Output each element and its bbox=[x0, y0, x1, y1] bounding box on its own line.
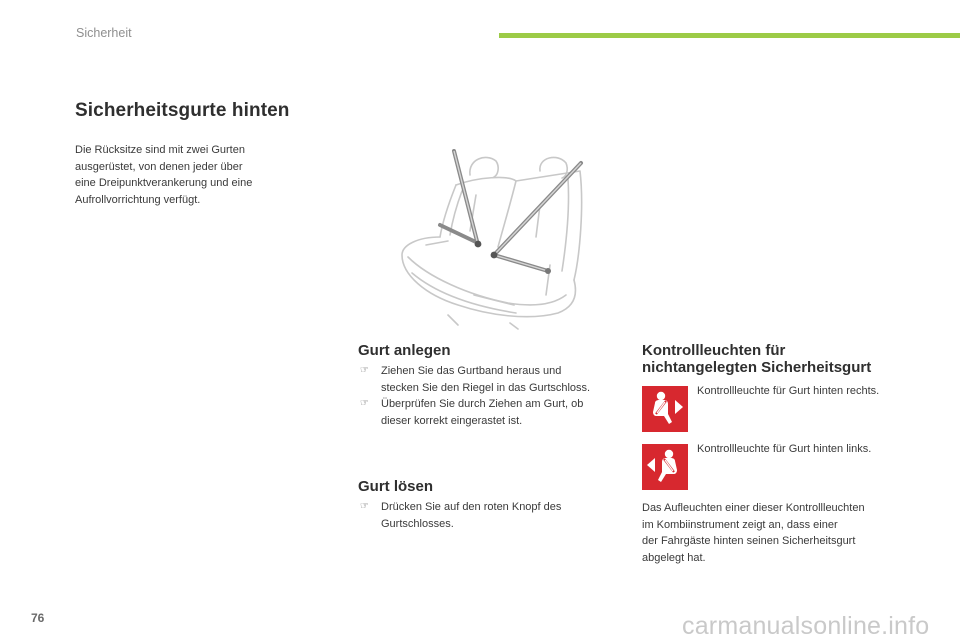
explanation-line: der Fahrgäste hinten seinen Sicherheitsgurt bbox=[642, 535, 856, 547]
lamp-rear-right-label: Kontrollleuchte für Gurt hinten rechts. bbox=[697, 385, 880, 397]
heading-line: Kontrollleuchten für bbox=[642, 342, 786, 359]
header-accent-bar bbox=[499, 33, 960, 38]
intro-line: eine Dreipunktverankerung und eine bbox=[75, 177, 253, 189]
intro-line: Die Rücksitze sind mit zwei Gurten bbox=[75, 144, 245, 156]
list-item-line: stecken Sie den Riegel in das Gurtschloss. bbox=[381, 381, 591, 394]
hand-pointer-icon: ☞ bbox=[360, 398, 369, 409]
intro-text bbox=[75, 142, 295, 208]
gurt-loesen-list bbox=[358, 499, 628, 532]
watermark: carmanualsonline.info bbox=[682, 612, 930, 640]
gurt-anlegen-list bbox=[358, 363, 628, 429]
rear-seat-illustration bbox=[398, 145, 598, 330]
list-item-line: Gurtschlosses. bbox=[381, 517, 454, 530]
list-item-line: Drücken Sie auf den roten Knopf des bbox=[381, 501, 562, 513]
section-label: Sicherheit bbox=[76, 26, 132, 40]
list-item bbox=[358, 363, 628, 396]
lamp-rear-left bbox=[642, 444, 688, 490]
heading-kontrollleuchten bbox=[642, 342, 871, 376]
hand-pointer-icon: ☞ bbox=[360, 501, 369, 512]
explanation-line: abgelegt hat. bbox=[642, 551, 706, 564]
intro-line: Aufrollvorrichtung verfügt. bbox=[75, 193, 201, 206]
explanation-line: Das Aufleuchten einer dieser Kontrollleuchten bbox=[642, 502, 865, 514]
list-item bbox=[358, 396, 628, 429]
intro-line: ausgerüstet, von denen jeder über bbox=[75, 160, 243, 173]
list-item-line: dieser korrekt eingerastet ist. bbox=[381, 414, 523, 427]
seatbelt-warning-left-icon bbox=[642, 444, 688, 490]
hand-pointer-icon: ☞ bbox=[360, 365, 369, 376]
heading-gurt-anlegen: Gurt anlegen bbox=[358, 342, 451, 359]
explanation-line: im Kombiinstrument zeigt an, dass einer bbox=[642, 518, 838, 531]
lamp-rear-right bbox=[642, 386, 688, 432]
list-item bbox=[358, 499, 628, 532]
page-number: 76 bbox=[31, 611, 45, 625]
seatbelt-warning-right-icon bbox=[642, 386, 688, 432]
page-title: Sicherheitsgurte hinten bbox=[75, 100, 290, 121]
heading-gurt-loesen: Gurt lösen bbox=[358, 478, 434, 495]
list-item-line: Überprüfen Sie durch Ziehen am Gurt, ob bbox=[381, 398, 584, 410]
lamp-rear-left-label: Kontrollleuchte für Gurt hinten links. bbox=[697, 443, 872, 455]
rear-seat-drawing bbox=[398, 145, 598, 330]
list-item-line: Ziehen Sie das Gurtband heraus und bbox=[381, 365, 562, 377]
kontroll-explanation bbox=[642, 500, 922, 566]
heading-line: nichtangelegten Sicherheitsgurt bbox=[642, 359, 872, 376]
